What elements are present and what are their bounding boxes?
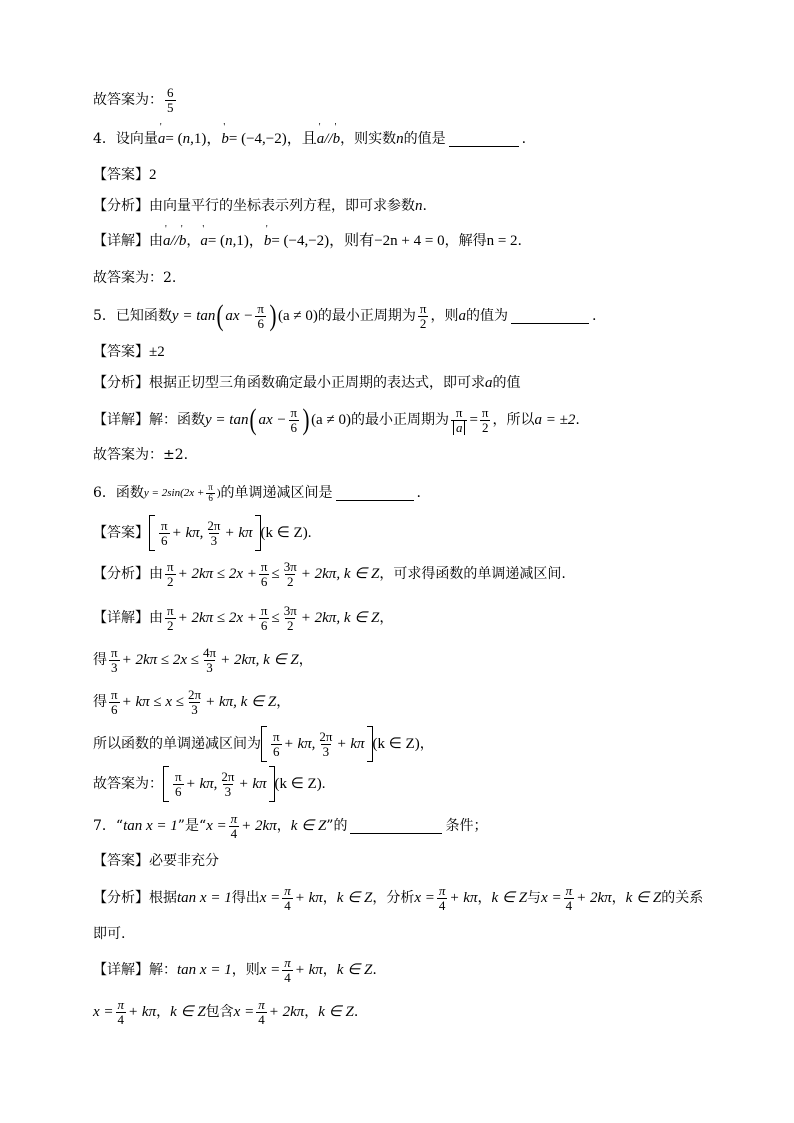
fraction: 2π 3	[207, 517, 221, 548]
derivation-line: 得 π 3 + 2kπ ≤ 2x ≤ $\frac{4\pi}{3}$ + 2kπ, k ∈ Z ，	[93, 644, 313, 675]
fraction: $\frac{\pi}{4}$	[258, 996, 265, 1027]
fraction: π 6	[161, 517, 168, 548]
fraction: $\frac{\pi}{4}$	[117, 996, 125, 1027]
answer-tag: 【答案】	[93, 344, 149, 360]
analysis-tag: 【分析】	[93, 890, 149, 906]
fraction: $\frac{\pi}{6}$	[260, 558, 268, 589]
fraction: $\frac{\pi}{2}$	[481, 404, 489, 435]
fraction: $\frac{\pi}{4}$	[284, 882, 291, 913]
fraction: $\frac{2\pi}{3}$	[188, 686, 202, 717]
answer-line: 【答案】 2	[93, 166, 157, 183]
analysis-line: 【分析】 由 π 2 + 2kπ ≤ 2x + $\frac{\pi}{6}$ ≤ $\frac{3\pi}{2}$ + 2kπ, k ∈ Z ，可求得函数的单调递减区间.	[93, 558, 566, 589]
fraction: $\frac{\pi}{6}$	[290, 404, 298, 435]
analysis-tag: 【分析】	[93, 198, 149, 214]
answer-line: 【答案】 π 6 + kπ, 2π 3 + kπ (k ∈ Z).	[93, 513, 311, 553]
question-5: 5． 已知函数 y = tan ( ax − $\frac{\pi}{6}$ ) (a ≠ 0) 的最小正周期为 π 2 ，则 a 的值为 .	[93, 299, 597, 332]
answer-blank	[449, 132, 519, 147]
fraction: π 2	[167, 602, 174, 633]
fraction: 2π 3	[319, 728, 333, 759]
analysis-tag: 【分析】	[93, 375, 149, 391]
fraction: $\frac{\pi}{6}$	[260, 602, 268, 633]
detail-line: 【详解】 解：函数 y = tan ( ax − $\frac{\pi}{6}$ ) (a ≠ 0) 的最小正周期为 $\frac{\pi}{a}$ = $\frac{\pi}{2}$ ，所以 a = ±2 .	[93, 403, 580, 436]
analysis-line: 【分析】 由向量平行的坐标表示列方程，即可求参数 n .	[93, 197, 427, 214]
answer-blank	[336, 486, 414, 501]
fraction: $\frac{3\pi}{2}$	[283, 558, 297, 589]
answer-tag: 【答案】	[93, 167, 149, 183]
fraction: π 6	[111, 686, 118, 717]
fraction: $\frac{3\pi}{2}$	[283, 602, 297, 633]
final-answer-line: 故答案为：2.	[93, 270, 177, 286]
fraction: π 2	[167, 558, 174, 589]
analysis-line: 【分析】 根据正切型三角函数确定最小正周期的表达式，即可求 a 的值	[93, 374, 521, 391]
detail-tag: 【详解】	[93, 412, 149, 428]
fraction: 2π 3	[221, 768, 235, 799]
detail-tag: 【详解】	[93, 233, 149, 249]
fraction: $\frac{\pi}{4}$	[438, 882, 446, 913]
derivation-line: 得 π 6 + kπ ≤ x ≤ $\frac{2\pi}{3}$ + kπ, k ∈ Z ，	[93, 686, 291, 717]
answer-tag: 【答案】	[93, 853, 149, 869]
answer-line: 【答案】 必要非充分	[93, 853, 219, 869]
fraction: π 2	[419, 300, 427, 331]
fraction: $\frac{\pi}{a}$	[451, 406, 468, 434]
fraction: 6 5	[167, 84, 174, 115]
answer-blank	[350, 819, 442, 834]
derivation-line: x = $\frac{\pi}{4}$ + kπ ， k ∈ Z 包含 x = $\frac{\pi}{4}$ + 2kπ ， k ∈ Z .	[93, 996, 359, 1027]
detail-line: 【详解】 由 ' a // ' b ， ' a = ( n ,1)， ' b = (−4,−2)，则有 −2n + 4 = 0 ，解得 n = 2 .	[93, 226, 522, 256]
fraction: $\frac{\pi}{6}$	[208, 482, 213, 503]
fraction: $\frac{4\pi}{3}$	[203, 644, 217, 675]
analysis-line: 【分析】 根据 tan x = 1 得出 x = $\frac{\pi}{4}$ + kπ ， k ∈ Z ，分析 x = $\frac{\pi}{4}$ + kπ ， k ∈ Z 与 x = $\frac{\pi}{4}$ + 2kπ ， k ∈ Z 的关系	[93, 882, 704, 913]
answer-blank	[511, 309, 589, 324]
derivation-line: 所以函数的单调递减区间为 π 6 + kπ, 2π 3 + kπ (k ∈ Z) ，	[93, 724, 434, 764]
fraction: π 6	[273, 728, 280, 759]
detail-tag: 【详解】	[93, 962, 149, 978]
answer-label: 故答案为：	[93, 92, 163, 108]
analysis-tag: 【分析】	[93, 566, 149, 582]
question-6: 6． 函数 y = 2sin (2x + $\frac{\pi}{6}$ ) 的单调递减区间是 .	[93, 482, 421, 503]
answer-tag: 【答案】	[93, 525, 149, 541]
fraction: π 3	[111, 644, 118, 675]
fraction: $\frac{\pi}{4}$	[565, 882, 573, 913]
fraction: $\frac{\pi}{4}$	[284, 954, 291, 985]
final-answer-line: 故答案为：±2.	[93, 447, 189, 463]
question-4: 4． 设向量 ' a = ( n ,1)， ' b = (−4,−2)，且 ' a // ' b ，则实数 n 的值是 .	[93, 124, 526, 154]
analysis-continuation: 即可.	[93, 926, 126, 942]
detail-line: 【详解】 由 π 2 + 2kπ ≤ 2x + $\frac{\pi}{6}$ ≤ $\frac{3\pi}{2}$ + 2kπ, k ∈ Z ，	[93, 602, 394, 633]
question-7: 7． “ tan x = 1 ”是“ x = $\frac{\pi}{4}$ + 2kπ ， k ∈ Z ”的 条件；	[93, 810, 488, 841]
fraction: π 6	[175, 768, 182, 799]
detail-line: 【详解】 解： tan x = 1 ，则 x = $\frac{\pi}{4}$ + kπ ， k ∈ Z .	[93, 954, 377, 985]
final-answer-line: 故答案为： π 6 + kπ, 2π 3 + kπ (k ∈ Z).	[93, 764, 325, 804]
answer-line: 【答案】 ±2	[93, 343, 165, 360]
final-answer-line	[93, 82, 178, 118]
fraction: $\frac{\pi}{4}$	[230, 810, 238, 841]
detail-tag: 【详解】	[93, 610, 149, 626]
fraction: $\frac{\pi}{6}$	[257, 300, 264, 331]
